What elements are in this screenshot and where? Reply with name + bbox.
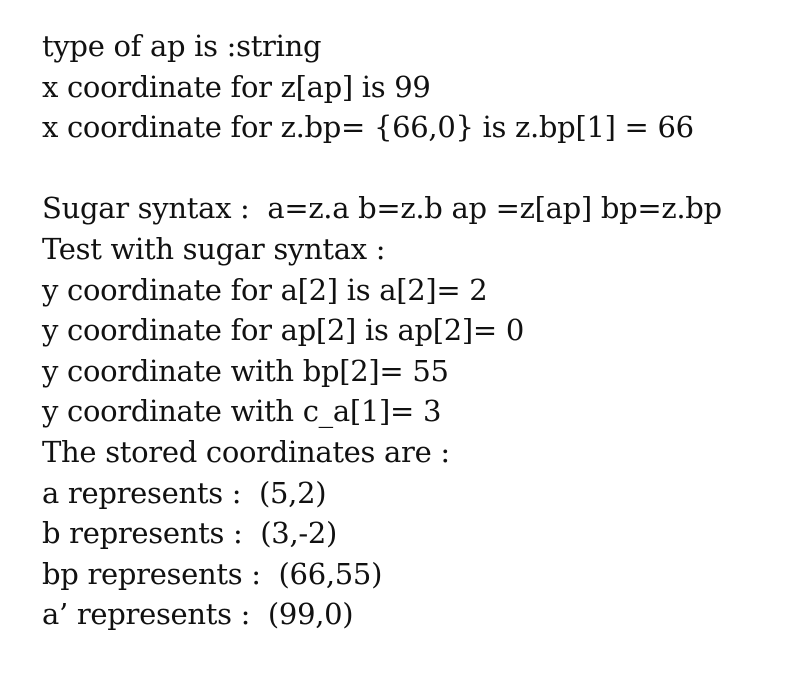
y-coordinate-line-2: y coordinate for ap[2] is ap[2]= 0 — [42, 313, 524, 348]
represents-line-bp: bp represents : (66,55) — [42, 556, 383, 591]
y-coordinate-line-1: y coordinate for a[2] is a[2]= 2 — [42, 272, 488, 307]
y-coordinate-line-4: y coordinate with c_a[1]= 3 — [42, 394, 442, 429]
type-line: type of ap is :string — [42, 29, 322, 63]
represents-line-a-prime: a’ represents : (99,0) — [42, 597, 354, 632]
x-coordinate-line-1: x coordinate for z[ap] is 99 — [42, 69, 431, 104]
blank-line — [42, 148, 782, 189]
x-coordinate-line-2: x coordinate for z.bp= {66,0} is z.bp[1] = 66 — [42, 110, 694, 145]
represents-line-b: b represents : (3,-2) — [42, 516, 338, 551]
sugar-syntax-line: Sugar syntax : a=z.a b=z.b ap =z[ap] bp=z.bp — [42, 191, 722, 226]
y-coordinate-line-3: y coordinate with bp[2]= 55 — [42, 353, 449, 388]
stored-coordinates-heading: The stored coordinates are : — [42, 434, 450, 469]
output-document — [42, 26, 782, 635]
represents-line-a: a represents : (5,2) — [42, 475, 327, 510]
test-heading-line: Test with sugar syntax : — [42, 231, 386, 266]
